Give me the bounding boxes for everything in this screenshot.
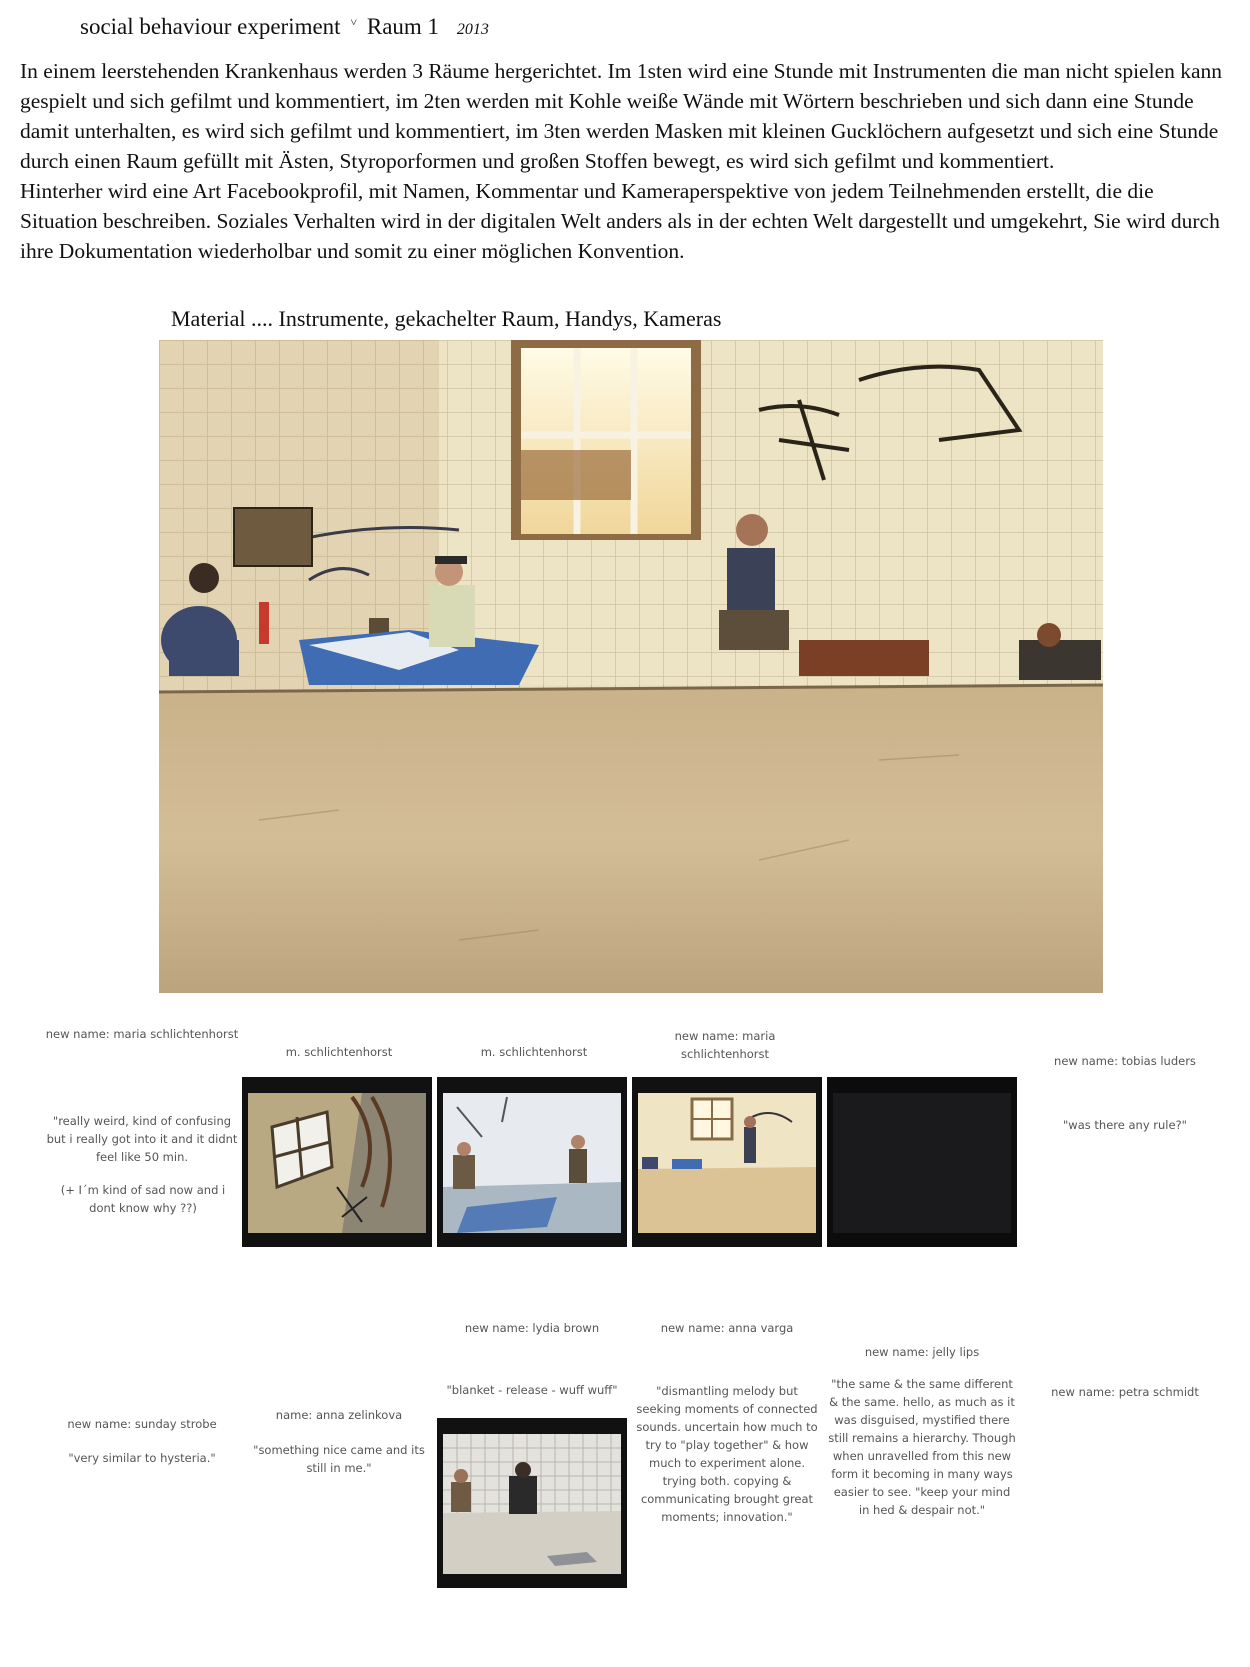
- video-thumbnail: [437, 1418, 627, 1588]
- title-marker: ˅: [350, 15, 358, 29]
- row2-p4-comment: "dismantling melody but seeking moments of connected sounds. uncertain how much to try to "play together" & how much to experiment alone. trying both. copying & communicating brought great moments; innovation.": [636, 1384, 818, 1524]
- row2-p1-name: new name: sunday strobe: [67, 1417, 217, 1431]
- video-thumbnail: [437, 1077, 627, 1247]
- row2-p2-comment: "something nice came and its still in me.": [253, 1443, 425, 1475]
- row1-p1-name: new name: maria schlichtenhorst: [45, 1027, 239, 1041]
- main-photo: [159, 340, 1103, 993]
- row2-p5-comment: "the same & the same different & the same. hello, as much as it was disguised, mystified there still remains a hierarchy. Though when unravelled from this new form it becoming in many ways easier to see. "keep your mind in hed & despair not.": [828, 1377, 1016, 1517]
- row1-p1-comment-2: (+ I´m kind of sad now and i dont know why ??): [60, 1183, 226, 1215]
- row2-p4-name: new name: anna varga: [660, 1321, 794, 1335]
- row2-p6-name: new name: petra schmidt: [1051, 1385, 1199, 1399]
- row1-p6-name: new name: tobias luders: [1054, 1054, 1196, 1068]
- description-paragraph-1: In einem leerstehenden Krankenhaus werden 3 Räume hergerichtet. Im 1sten wird eine Stunde mit Instrumenten die man nicht spielen kann gespielt und sich gefilmt und kommentiert, im 2ten werden mit Kohle weiße Wände mit Wörtern beschrieben und sich dann eine Stunde damit unterhalten, es wird sich gefilmt und kommentiert, im 3ten werden Masken mit kleinen Gucklöchern aufgesetzt und sich eine Stunde durch einen Raum gefüllt mit Ästen, Styroporformen und großen Stoffen bewegt, es wird sich gefilmt und kommentiert.: [20, 59, 1223, 173]
- description: [20, 56, 1235, 266]
- description-paragraph-2: Hinterher wird eine Art Facebookprofil, mit Namen, Kommentar und Kameraperspektive von jedem Teilnehmenden erstellt, die die Situation beschreiben. Soziales Verhalten wird in der digitalen Welt anders als in der echten Welt dargestellt und umgekehrt, Sie wird durch ihre Dokumentation wiederholbar und somit zu einer möglichen Konvention.: [20, 179, 1220, 263]
- video-thumbnail: [632, 1077, 822, 1247]
- room-label: Raum 1: [366, 14, 440, 39]
- row1-p3-name: m. schlichtenhorst: [480, 1045, 588, 1059]
- row2-p2-name: name: anna zelinkova: [275, 1408, 403, 1422]
- row1-p1-comment: "really weird, kind of confusing but i really got into it and it didnt feel like 50 min.: [46, 1114, 238, 1164]
- row2-p5-name: new name: jelly lips: [864, 1345, 980, 1359]
- row1-p4-name: new name: maria schlichtenhorst: [674, 1029, 776, 1061]
- row2-p3-name: new name: lydia brown: [464, 1321, 600, 1335]
- video-thumbnail: [242, 1077, 432, 1247]
- page-title: [80, 14, 489, 40]
- row2-p1-comment: "very similar to hysteria.": [68, 1451, 216, 1465]
- material-line: Material .... Instrumente, gekachelter Raum, Handys, Kameras: [171, 306, 722, 331]
- row2-p3-comment: "blanket - release - wuff wuff": [446, 1383, 618, 1397]
- row1-p6-comment: "was there any rule?": [1063, 1118, 1187, 1132]
- title-text: social behaviour experiment: [80, 14, 341, 39]
- year-label: 2013: [456, 21, 489, 38]
- video-thumbnail-dark: [827, 1077, 1017, 1247]
- row1-p2-name: m. schlichtenhorst: [285, 1045, 393, 1059]
